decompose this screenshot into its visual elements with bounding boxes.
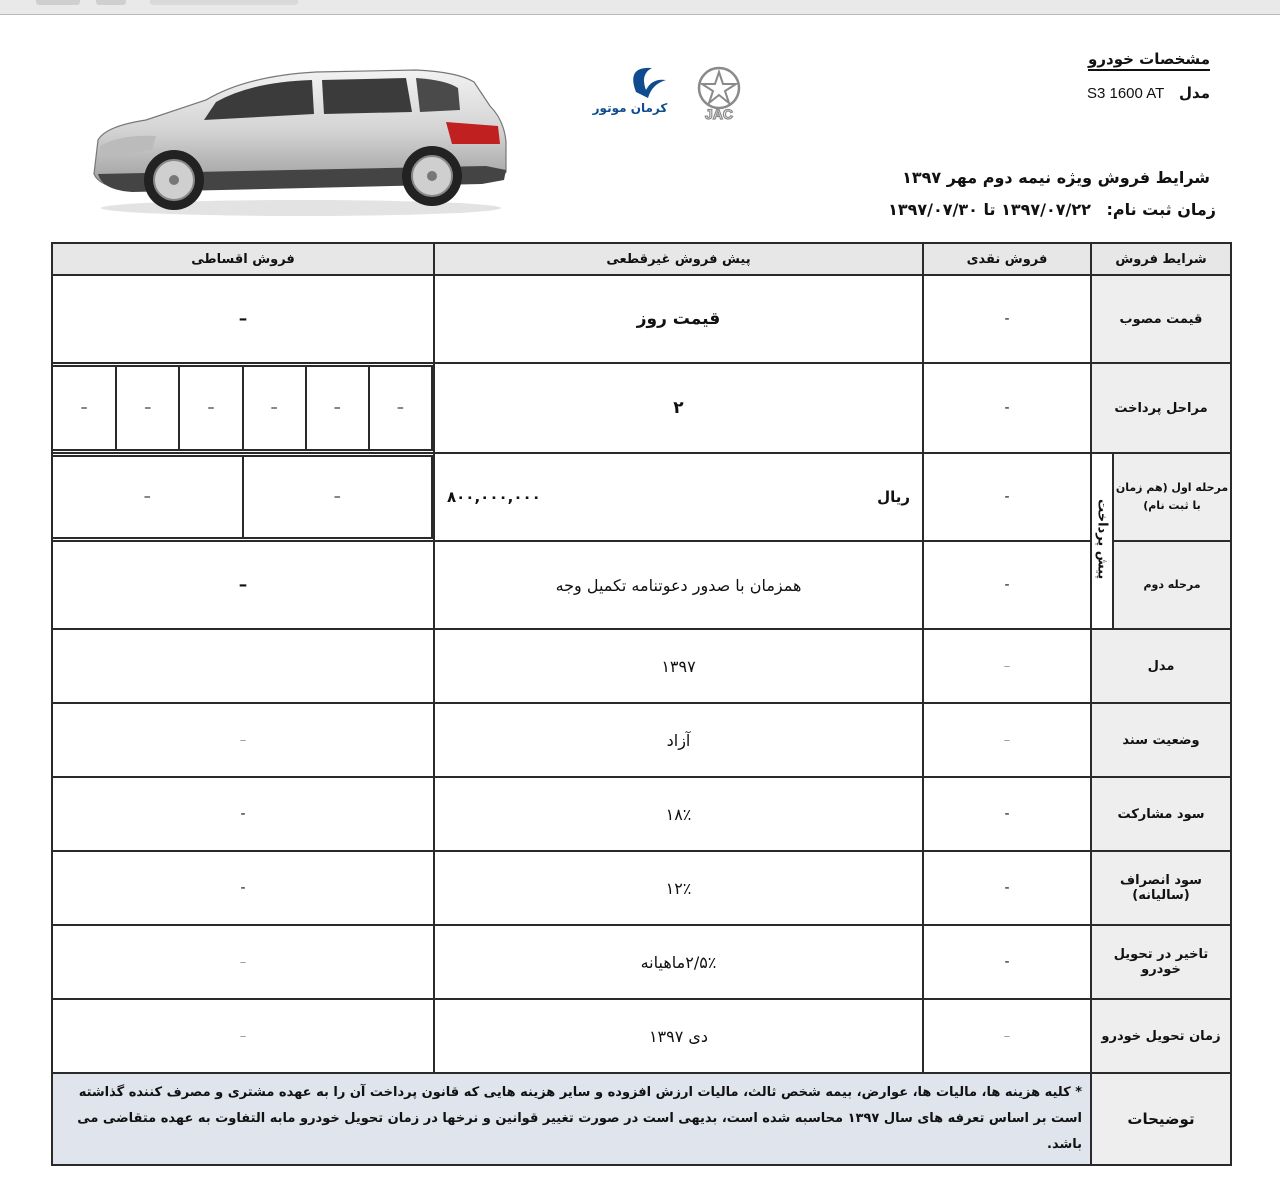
cash-second-stage: - <box>923 541 1091 629</box>
header-installment: فروش اقساطی <box>52 243 434 275</box>
first-stage-amount <box>435 488 922 506</box>
installment-approved-price: – <box>52 275 434 363</box>
cash-document-status: – <box>923 703 1091 777</box>
cash-cancellation-profit: - <box>923 851 1091 925</box>
installment-delivery-time: – <box>52 999 434 1073</box>
cash-delivery-time: – <box>923 999 1091 1073</box>
presale-delivery-time: دی ۱۳۹۷ <box>434 999 923 1073</box>
cash-delivery-delay: - <box>923 925 1091 999</box>
table-row <box>52 703 1231 777</box>
label-delivery-delay: تاخیر در تحویل خودرو <box>1091 925 1231 999</box>
presale-approved-price: قیمت روز <box>434 275 923 363</box>
svg-text:JAC: JAC <box>704 106 734 122</box>
sale-title: شرایط فروش ویژه نیمه دوم مهر ۱۳۹۷ <box>902 168 1210 187</box>
presale-document-status: آزاد <box>434 703 923 777</box>
installment-second-stage: – <box>52 541 434 629</box>
installment-first-cell: – <box>53 456 243 538</box>
label-cancellation-profit: سود انصراف (سالیانه) <box>1091 851 1231 925</box>
label-payment-stages: مراحل پرداخت <box>1091 363 1231 453</box>
installment-stage-grid <box>53 365 433 451</box>
table-row <box>52 363 1231 453</box>
table-header-row <box>52 243 1231 275</box>
spec-title: مشخصات خودرو <box>1088 50 1210 71</box>
tab-stub <box>96 0 126 5</box>
jac-logo <box>676 66 762 122</box>
cash-first-stage: - <box>923 453 1091 541</box>
browser-top-bar <box>0 0 1280 15</box>
table-row <box>52 629 1231 703</box>
label-prepayment <box>1091 453 1113 629</box>
table-row <box>52 275 1231 363</box>
table-row <box>52 453 1231 541</box>
header-sale-conditions: شرایط فروش <box>1091 243 1231 275</box>
table-row <box>52 999 1231 1073</box>
registration-label: زمان ثبت نام: <box>1106 200 1216 219</box>
presale-second-stage: همزمان با صدور دعوتنامه تکمیل وجه <box>434 541 923 629</box>
installment-first-grid <box>53 455 433 539</box>
presale-delivery-delay: ۲/۵٪ماهیانه <box>434 925 923 999</box>
cash-approved-price: - <box>923 275 1091 363</box>
header-cash-sale: فروش نقدی <box>923 243 1091 275</box>
model-line <box>1087 84 1210 102</box>
presale-participation-profit: ۱۸٪ <box>434 777 923 851</box>
installment-cancellation-profit: - <box>52 851 434 925</box>
label-delivery-time: زمان تحویل خودرو <box>1091 999 1231 1073</box>
header-presale: پیش فروش غیرقطعی <box>434 243 923 275</box>
presale-payment-stages: ۲ <box>434 363 923 453</box>
table-row <box>52 777 1231 851</box>
first-stage-unit: ریال <box>877 488 910 506</box>
notes-text: * کلیه هزینه ها، مالیات ها، عوارض، بیمه شخص ثالث، مالیات ارزش افزوده و سایر هزینه هایی که قانون پرداخت آن را به عهده مشتری و مصرف کننده گذاشته است بر اساس تعرفه های سال ۱۳۹۷ محاسبه شده است، بدیهی است در صورت تغییر قوانین و نرخها در زمان تحویل خودرو مابه التفاوت به عهده متقاضی می باشد. <box>52 1073 1091 1165</box>
sales-conditions-table <box>51 242 1232 1166</box>
installment-stage-cell: – <box>116 366 179 450</box>
registration-dates: ۱۳۹۷/۰۷/۲۲ تا ۱۳۹۷/۰۷/۳۰ <box>888 200 1091 219</box>
installment-participation-profit: - <box>52 777 434 851</box>
installment-first-stage <box>52 453 434 541</box>
installment-stage-cell: – <box>369 366 432 450</box>
presale-model: ۱۳۹۷ <box>434 629 923 703</box>
registration-line <box>888 200 1216 219</box>
label-model: مدل <box>1091 629 1231 703</box>
label-first-stage: مرحله اول (هم زمان با ثبت نام) <box>1113 453 1231 541</box>
tab-stub <box>36 0 80 5</box>
installment-stage-cell: – <box>243 366 306 450</box>
cash-payment-stages: - <box>923 363 1091 453</box>
cash-participation-profit: - <box>923 777 1091 851</box>
tab-stub <box>150 0 298 5</box>
table-row <box>52 851 1231 925</box>
installment-stage-cell: – <box>306 366 369 450</box>
model-label: مدل <box>1179 84 1210 102</box>
installment-stage-cell: – <box>53 366 116 450</box>
presale-first-stage <box>434 453 923 541</box>
first-stage-value: ۸۰۰,۰۰۰,۰۰۰ <box>447 488 541 506</box>
installment-stage-cell: – <box>179 366 242 450</box>
label-document-status: وضعیت سند <box>1091 703 1231 777</box>
installment-document-status: – <box>52 703 434 777</box>
label-participation-profit: سود مشارکت <box>1091 777 1231 851</box>
kerman-motor-logo <box>586 64 672 118</box>
svg-text:کرمان موتور: کرمان موتور <box>592 101 668 115</box>
presale-cancellation-profit: ۱۲٪ <box>434 851 923 925</box>
installment-first-cell: – <box>243 456 433 538</box>
prepayment-vertical-label: پیش پرداخت <box>1094 498 1110 580</box>
label-notes: توضیحات <box>1091 1073 1231 1165</box>
table-row <box>52 541 1231 629</box>
cash-model: – <box>923 629 1091 703</box>
installment-payment-stages <box>52 363 434 453</box>
label-second-stage: مرحله دوم <box>1113 541 1231 629</box>
car-image <box>86 62 516 222</box>
table-row <box>52 925 1231 999</box>
model-value: S3 1600 AT <box>1086 85 1165 102</box>
installment-model <box>52 629 434 703</box>
table-row <box>52 1073 1231 1165</box>
installment-delivery-delay: – <box>52 925 434 999</box>
label-approved-price: قیمت مصوب <box>1091 275 1231 363</box>
